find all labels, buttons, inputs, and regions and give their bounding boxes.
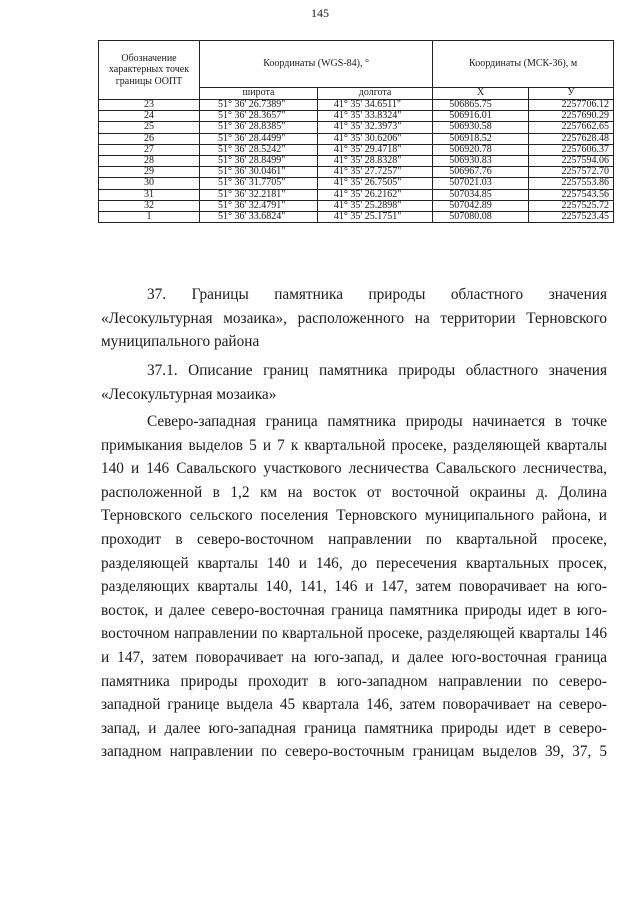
table-row: [99, 144, 614, 155]
latitude-cell: 51° 36' 28.3657": [200, 111, 318, 122]
boundary-description: [101, 410, 607, 764]
longitude-cell: 41° 35' 30.6206": [317, 133, 432, 144]
header-msk: Координаты (МСК-36), м: [433, 41, 614, 88]
x-cell: 507021.03: [433, 178, 529, 189]
description-line: примыкания выделов 5 и 7 к квартальной просеке, разделяющей кварталы: [101, 436, 607, 454]
latitude-cell: 51° 36' 32.2181": [200, 189, 318, 200]
table-row: [99, 167, 614, 178]
longitude-cell: 41° 35' 26.7505": [317, 178, 432, 189]
description-line: восток, и далее северо-восточная граница памятника природы идет в юго-: [101, 601, 607, 619]
y-cell: 2257525.72: [529, 200, 614, 211]
x-cell: 506920.78: [433, 144, 529, 155]
header-point: Обозначение характерных точек границы ООПТ: [99, 41, 200, 100]
description-line: западном направлении по северо-восточным границам выделов 39, 37, 5: [101, 743, 607, 761]
x-cell: 506916.01: [433, 111, 529, 122]
x-cell: 506865.75: [433, 100, 529, 111]
coordinates-table: [98, 40, 614, 223]
y-cell: 2257543.56: [529, 189, 614, 200]
x-cell: 507042.89: [433, 200, 529, 211]
point-cell: 32: [99, 200, 200, 211]
description-line: разделяющей кварталы 140 и 146, до пересечения квартальных просек,: [101, 554, 607, 572]
longitude-cell: 41° 35' 25.1751": [317, 212, 432, 223]
section-37-1-line: «Лесокультурная мозаика»: [101, 385, 277, 403]
description-line: памятника природы проходит в юго-западном направлении по северо-: [101, 672, 607, 690]
subheader-x: X: [433, 88, 529, 100]
x-cell: 507034.85: [433, 189, 529, 200]
longitude-cell: 41° 35' 28.8328": [317, 156, 432, 167]
section-37-1-heading: [101, 359, 607, 406]
table-row: [99, 156, 614, 167]
subheader-lon: долгота: [317, 88, 432, 100]
latitude-cell: 51° 36' 32.4791": [200, 200, 318, 211]
point-cell: 26: [99, 133, 200, 144]
latitude-cell: 51° 36' 28.4499": [200, 133, 318, 144]
y-cell: 2257706.12: [529, 100, 614, 111]
x-cell: 506930.83: [433, 156, 529, 167]
point-cell: 27: [99, 144, 200, 155]
longitude-cell: 41° 35' 32.3973": [317, 122, 432, 133]
y-cell: 2257594.06: [529, 156, 614, 167]
point-cell: 24: [99, 111, 200, 122]
latitude-cell: 51° 36' 28.5242": [200, 144, 318, 155]
page-number: 145: [311, 6, 329, 20]
description-line: Терновского сельского поселения Терновского муниципального района, и: [101, 507, 607, 525]
description-line: 140 и 146 Савальского участкового лесничества Савальского лесничества,: [101, 460, 607, 478]
table-row: [99, 200, 614, 211]
point-cell: 29: [99, 167, 200, 178]
point-cell: 28: [99, 156, 200, 167]
y-cell: 2257662.65: [529, 122, 614, 133]
y-cell: 2257572.70: [529, 167, 614, 178]
table-row: [99, 189, 614, 200]
section-37-line: «Лесокультурная мозаика», расположенного на территории Терновского: [101, 309, 607, 327]
longitude-cell: 41° 35' 26.2162": [317, 189, 432, 200]
section-37-line: 37. Границы памятника природы областного значения: [147, 286, 607, 303]
section-37-heading: [101, 283, 607, 354]
latitude-cell: 51° 36' 26.7389": [200, 100, 318, 111]
description-line: восточном направлении по квартальной просеке, разделяющей кварталы 146: [101, 625, 607, 643]
y-cell: 2257628.48: [529, 133, 614, 144]
longitude-cell: 41° 35' 27.7257": [317, 167, 432, 178]
point-cell: 25: [99, 122, 200, 133]
table-row: [99, 100, 614, 111]
table-row: [99, 122, 614, 133]
table-row: [99, 178, 614, 189]
section-37-line: муниципального района: [101, 333, 260, 351]
description-line: и 147, затем поворачивает на юго-запад, и далее юго-восточная граница: [101, 648, 607, 666]
x-cell: 506930.58: [433, 122, 529, 133]
point-cell: 31: [99, 189, 200, 200]
table-row: [99, 133, 614, 144]
description-line: запад, и далее юго-западная граница памятника природы идет в северо-: [101, 719, 607, 737]
description-line: западной границе выдела 45 квартала 146, затем поворачивает на северо-: [101, 696, 607, 714]
longitude-cell: 41° 35' 34.6511": [317, 100, 432, 111]
description-line: расположенной в 1,2 км на восток от восточной окраины д. Долина: [101, 483, 607, 501]
x-cell: 507080.08: [433, 212, 529, 223]
table-row: [99, 212, 614, 223]
y-cell: 2257606.37: [529, 144, 614, 155]
longitude-cell: 41° 35' 25.2898": [317, 200, 432, 211]
description-line: разделяющих кварталы 140, 141, 146 и 147, затем поворачивает на юго-: [101, 578, 607, 596]
y-cell: 2257553.86: [529, 178, 614, 189]
header-wgs: Координаты (WGS-84), °: [200, 41, 433, 88]
table-row: [99, 111, 614, 122]
longitude-cell: 41° 35' 33.8324": [317, 111, 432, 122]
latitude-cell: 51° 36' 33.6824": [200, 212, 318, 223]
latitude-cell: 51° 36' 31.7705": [200, 178, 318, 189]
point-cell: 1: [99, 212, 200, 223]
x-cell: 506967.76: [433, 167, 529, 178]
longitude-cell: 41° 35' 29.4718": [317, 144, 432, 155]
section-37-1-line: 37.1. Описание границ памятника природы областного значения: [147, 362, 607, 379]
subheader-y: У: [529, 88, 614, 100]
x-cell: 506918.52: [433, 133, 529, 144]
point-cell: 30: [99, 178, 200, 189]
latitude-cell: 51° 36' 30.0461": [200, 167, 318, 178]
y-cell: 2257690.29: [529, 111, 614, 122]
description-line: Северо-западная граница памятника природы начинается в точке: [147, 413, 607, 430]
point-cell: 23: [99, 100, 200, 111]
y-cell: 2257523.45: [529, 212, 614, 223]
latitude-cell: 51° 36' 28.8499": [200, 156, 318, 167]
description-line: проходит в северо-восточном направлении по квартальной просеке,: [101, 530, 607, 548]
latitude-cell: 51° 36' 28.8385": [200, 122, 318, 133]
subheader-lat: широта: [200, 88, 318, 100]
